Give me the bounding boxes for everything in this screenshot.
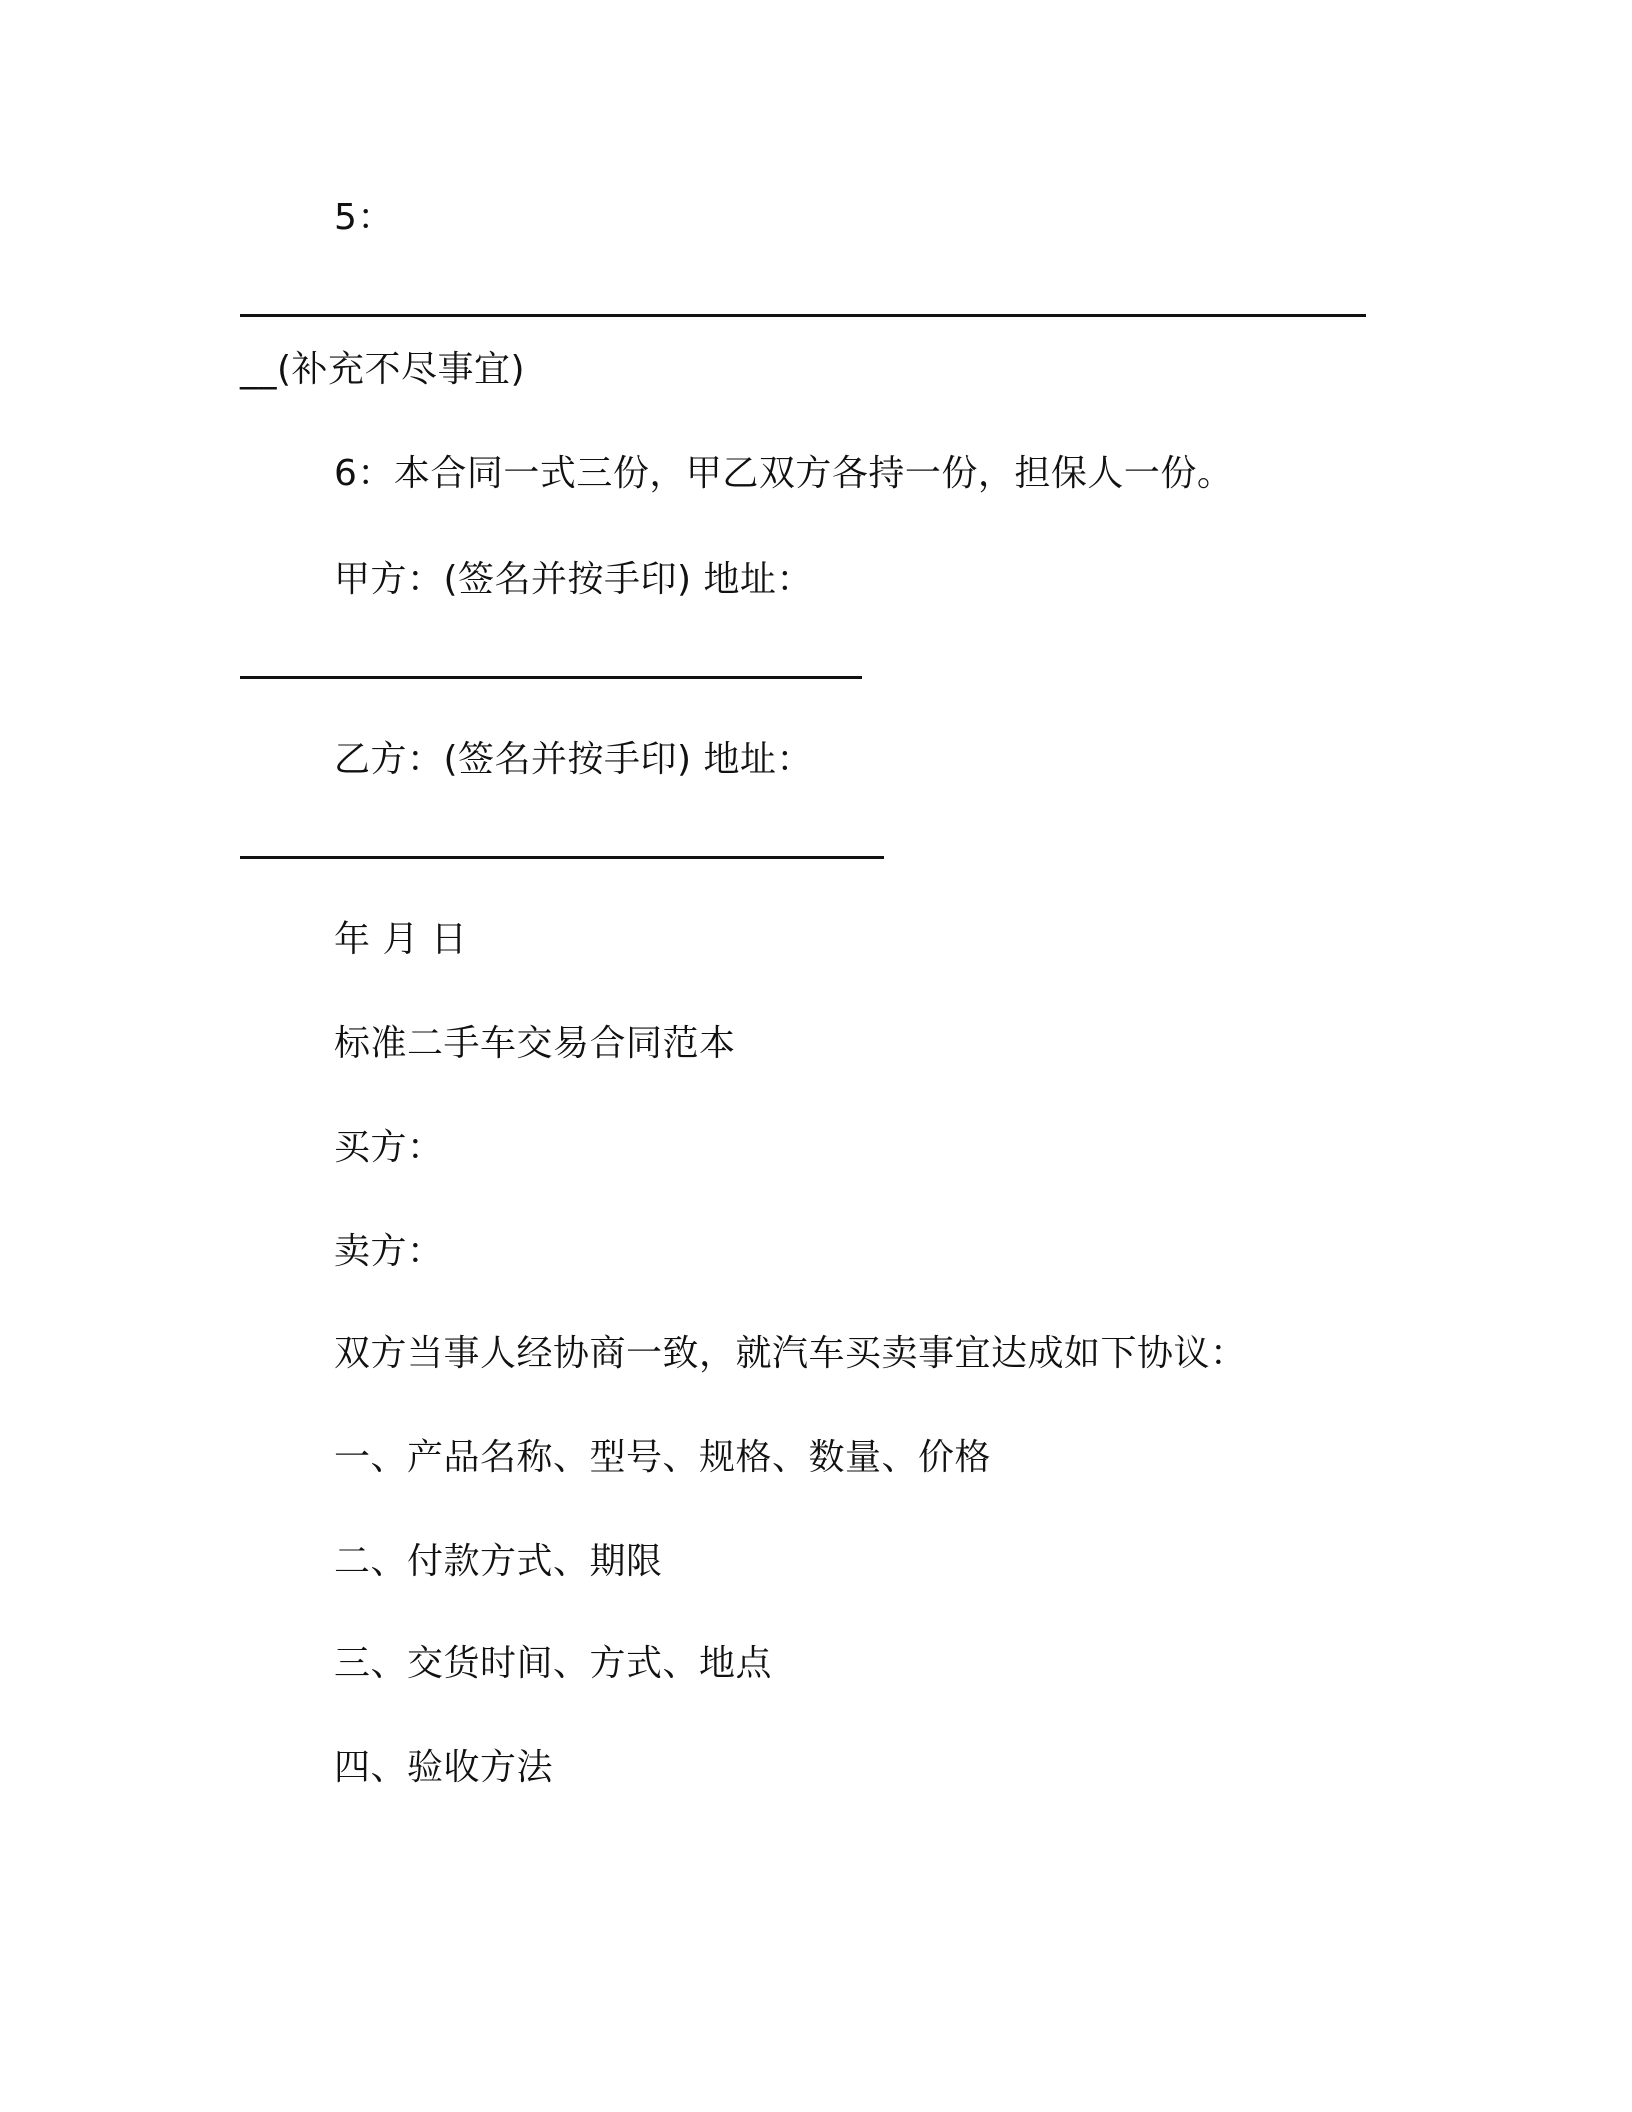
- clause-2: 二、付款方式、期限: [334, 1541, 663, 1582]
- clause-1: 一、产品名称、型号、规格、数量、价格: [334, 1437, 992, 1478]
- date-line: 年 月 日: [334, 919, 468, 960]
- preamble: 双方当事人经协商一致，就汽车买卖事宜达成如下协议：: [334, 1333, 1247, 1374]
- party-a-address-line: [240, 676, 862, 679]
- seller-label: 卖方：: [334, 1231, 444, 1272]
- item5-label: 5：: [334, 197, 394, 238]
- party-b-address-line: [240, 856, 884, 859]
- item5-blank-line: [240, 314, 1366, 317]
- party-a-signature: 甲方：(签名并按手印) 地址：: [334, 559, 814, 600]
- clause-3: 三、交货时间、方式、地点: [334, 1643, 773, 1684]
- clause-4: 四、验收方法: [334, 1747, 554, 1788]
- item5-supplement: __(补充不尽事宜): [240, 349, 526, 390]
- item6-text: 6：本合同一式三份，甲乙双方各持一份，担保人一份。: [334, 453, 1234, 494]
- buyer-label: 买方：: [334, 1127, 444, 1168]
- party-b-signature: 乙方：(签名并按手印) 地址：: [334, 739, 814, 780]
- document-title: 标准二手车交易合同范本: [334, 1023, 736, 1064]
